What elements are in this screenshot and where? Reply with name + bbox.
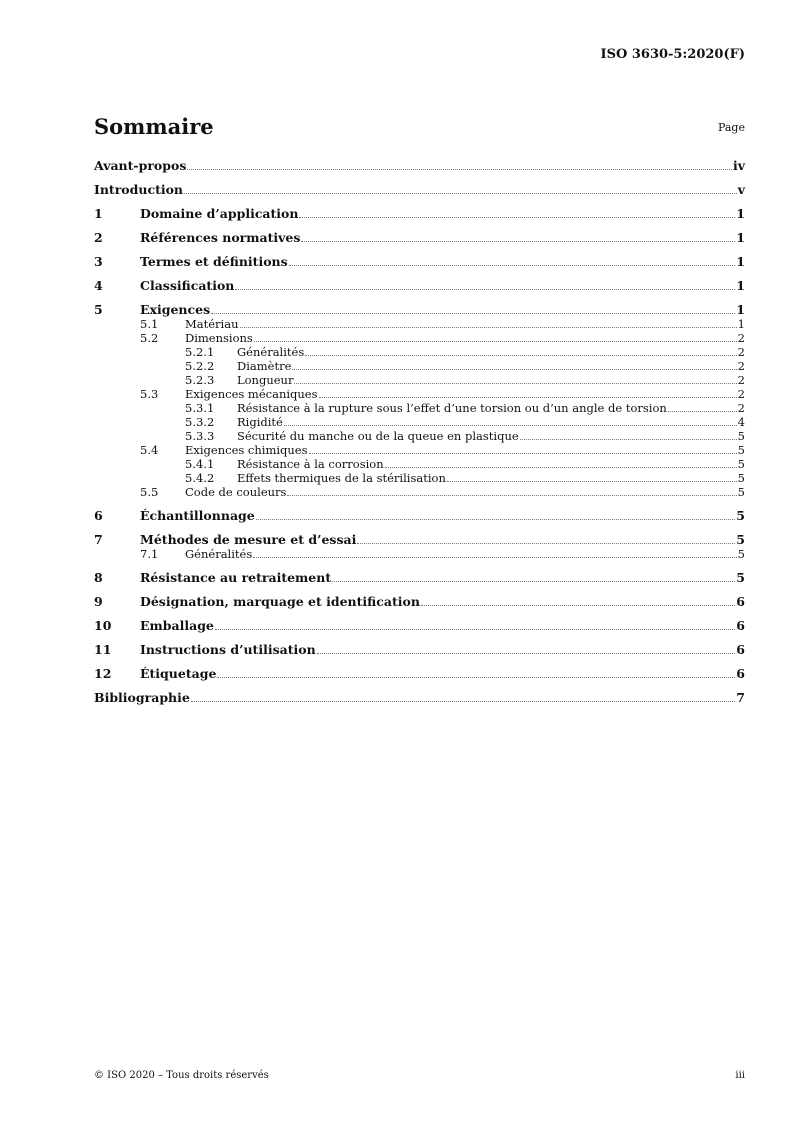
toc-leader-dots bbox=[332, 571, 735, 582]
toc-entry-title: Généralités bbox=[237, 345, 305, 359]
toc-entry[interactable] bbox=[94, 571, 745, 585]
toc-entry[interactable] bbox=[94, 691, 745, 705]
toc-entry-page: 6 bbox=[736, 666, 745, 681]
toc-entry-page: 2 bbox=[737, 401, 745, 415]
toc-leader-dots bbox=[240, 317, 737, 328]
toc-entry-number: 11 bbox=[94, 642, 112, 657]
toc-entry-number: 2 bbox=[94, 230, 103, 245]
toc-entry[interactable] bbox=[94, 533, 745, 547]
toc-leader-dots bbox=[191, 691, 735, 702]
toc-leader-dots bbox=[447, 471, 737, 482]
toc-entry[interactable] bbox=[94, 345, 745, 359]
toc-entry-number: 9 bbox=[94, 594, 103, 609]
toc-entry-title: Introduction bbox=[94, 182, 184, 197]
toc-leader-dots bbox=[520, 429, 737, 440]
toc-leader-dots bbox=[217, 667, 735, 678]
toc-entry-page: 2 bbox=[737, 345, 745, 359]
toc-entry-number: 5.2.2 bbox=[185, 359, 215, 373]
toc-entry-title: Résistance à la corrosion bbox=[237, 457, 384, 471]
toc-entry-number: 4 bbox=[94, 278, 103, 293]
toc-entry-title: Désignation, marquage et identification bbox=[140, 594, 420, 609]
toc-entry[interactable] bbox=[94, 619, 745, 633]
toc-entry-page: 1 bbox=[736, 206, 745, 221]
toc-entry-page: 6 bbox=[736, 594, 745, 609]
toc-entry[interactable] bbox=[94, 387, 745, 401]
toc-entry-number: 5.4 bbox=[140, 443, 159, 457]
toc-entry-title: Généralités bbox=[185, 547, 253, 561]
toc-leader-dots bbox=[287, 485, 736, 496]
toc-entry[interactable] bbox=[94, 359, 745, 373]
toc-entry-number: 12 bbox=[94, 666, 112, 681]
toc-entry-page: v bbox=[737, 182, 745, 197]
toc-entry[interactable] bbox=[94, 401, 745, 415]
toc-entry-title: Code de couleurs bbox=[185, 485, 287, 499]
toc-entry[interactable] bbox=[94, 429, 745, 443]
toc-leader-dots bbox=[668, 401, 737, 412]
toc-entry-page: 5 bbox=[737, 429, 745, 443]
toc-entry[interactable] bbox=[94, 667, 745, 681]
toc-entry[interactable] bbox=[94, 317, 745, 331]
toc-leader-dots bbox=[317, 643, 736, 654]
toc-entry[interactable] bbox=[94, 547, 745, 561]
toc-entry-page: 1 bbox=[737, 317, 745, 331]
toc-entry[interactable] bbox=[94, 279, 745, 293]
toc-entry-number: 5.3 bbox=[140, 387, 159, 401]
toc-entry-number: 5.3.2 bbox=[185, 415, 215, 429]
toc-entry-page: 1 bbox=[736, 254, 745, 269]
toc-entry-page: 5 bbox=[736, 570, 745, 585]
toc-entry-title: Étiquetage bbox=[140, 666, 217, 681]
toc-entry[interactable] bbox=[94, 509, 745, 523]
toc-entry-page: 1 bbox=[736, 230, 745, 245]
toc-leader-dots bbox=[256, 509, 736, 520]
toc-entry-number: 7.1 bbox=[140, 547, 159, 561]
toc-entry-title: Instructions d’utilisation bbox=[140, 642, 316, 657]
toc-leader-dots bbox=[305, 345, 736, 356]
toc-entry-page: 6 bbox=[736, 642, 745, 657]
table-of-contents bbox=[94, 149, 745, 705]
toc-leader-dots bbox=[299, 207, 735, 218]
toc-entry-number: 5.2 bbox=[140, 331, 159, 345]
toc-entry-number: 5.3.1 bbox=[185, 401, 215, 415]
toc-leader-dots bbox=[284, 415, 737, 426]
toc-entry-title: Longueur bbox=[237, 373, 294, 387]
toc-entry-number: 10 bbox=[94, 618, 112, 633]
toc-entry-number: 5 bbox=[94, 302, 103, 317]
toc-entry[interactable] bbox=[94, 183, 745, 197]
toc-entry-page: 2 bbox=[737, 359, 745, 373]
toc-entry-page: 2 bbox=[737, 373, 745, 387]
toc-entry-title: Exigences mécaniques bbox=[185, 387, 318, 401]
toc-leader-dots bbox=[309, 443, 737, 454]
toc-entry-title: Méthodes de mesure et d’essai bbox=[140, 532, 357, 547]
toc-entry-page: 5 bbox=[737, 547, 745, 561]
toc-leader-dots bbox=[385, 457, 737, 468]
footer-page-number: iii bbox=[735, 1070, 745, 1081]
toc-entry-title: Résistance au retraitement bbox=[140, 570, 332, 585]
toc-leader-dots bbox=[319, 387, 737, 398]
toc-entry-number: 5.5 bbox=[140, 485, 159, 499]
toc-entry-page: 5 bbox=[736, 508, 745, 523]
toc-entry-page: 5 bbox=[737, 471, 745, 485]
toc-entry-title: Classification bbox=[140, 278, 235, 293]
toc-entry-title: Sécurité du manche ou de la queue en plastique bbox=[237, 429, 519, 443]
toc-leader-dots bbox=[254, 331, 737, 342]
toc-leader-dots bbox=[187, 159, 732, 170]
toc-leader-dots bbox=[301, 231, 735, 242]
toc-entry-number: 1 bbox=[94, 206, 103, 221]
toc-leader-dots bbox=[421, 595, 735, 606]
toc-entry-page: 1 bbox=[736, 302, 745, 317]
toc-entry[interactable] bbox=[94, 231, 745, 245]
toc-entry-title: Exigences bbox=[140, 302, 211, 317]
toc-entry-title: Effets thermiques de la stérilisation bbox=[237, 471, 446, 485]
toc-entry-page: 2 bbox=[737, 331, 745, 345]
toc-leader-dots bbox=[294, 373, 736, 384]
toc-entry-title: Dimensions bbox=[185, 331, 253, 345]
toc-entry-number: 8 bbox=[94, 570, 103, 585]
toc-entry-page: 5 bbox=[736, 532, 745, 547]
toc-leader-dots bbox=[357, 533, 735, 544]
toc-entry-title: Bibliographie bbox=[94, 690, 190, 705]
toc-entry-number: 7 bbox=[94, 532, 103, 547]
toc-entry[interactable] bbox=[94, 485, 745, 499]
toc-entry[interactable] bbox=[94, 373, 745, 387]
toc-entry-title: Avant-propos bbox=[94, 158, 187, 173]
toc-entry[interactable] bbox=[94, 331, 745, 345]
toc-entry-title: Références normatives bbox=[140, 230, 301, 245]
footer-copyright: © ISO 2020 – Tous droits réservés bbox=[94, 1070, 269, 1081]
toc-entry[interactable] bbox=[94, 303, 745, 317]
toc-leader-dots bbox=[253, 547, 736, 558]
toc-entry[interactable] bbox=[94, 415, 745, 429]
page-column-label: Page bbox=[717, 121, 745, 134]
toc-entry-title: Matériau bbox=[185, 317, 239, 331]
toc-entry-title: Diamètre bbox=[237, 359, 292, 373]
toc-entry-number: 6 bbox=[94, 508, 103, 523]
toc-entry-number: 5.3.3 bbox=[185, 429, 215, 443]
toc-entry-page: 7 bbox=[736, 690, 745, 705]
toc-leader-dots bbox=[235, 279, 735, 290]
toc-entry-number: 5.4.2 bbox=[185, 471, 215, 485]
toc-entry-number: 3 bbox=[94, 254, 103, 269]
toc-entry[interactable] bbox=[94, 443, 745, 457]
toc-entry-page: 5 bbox=[737, 457, 745, 471]
toc-entry[interactable] bbox=[94, 595, 745, 609]
toc-leader-dots bbox=[215, 619, 735, 630]
toc-entry-number: 5.1 bbox=[140, 317, 159, 331]
toc-leader-dots bbox=[289, 255, 736, 266]
toc-entry-title: Emballage bbox=[140, 618, 214, 633]
toc-entry-number: 5.2.1 bbox=[185, 345, 215, 359]
toc-entry[interactable] bbox=[94, 471, 745, 485]
toc-leader-dots bbox=[184, 183, 737, 194]
toc-entry[interactable] bbox=[94, 207, 745, 221]
toc-entry-number: 5.2.3 bbox=[185, 373, 215, 387]
toc-entry-title: Exigences chimiques bbox=[185, 443, 308, 457]
toc-entry-title: Résistance à la rupture sous l’effet d’une torsion ou d’un angle de torsion bbox=[237, 401, 667, 415]
toc-entry-page: 4 bbox=[737, 415, 745, 429]
toc-entry[interactable] bbox=[94, 643, 745, 657]
toc-entry[interactable] bbox=[94, 457, 745, 471]
toc-entry-page: iv bbox=[732, 158, 745, 173]
toc-entry-page: 1 bbox=[736, 278, 745, 293]
page-title: Sommaire bbox=[94, 114, 214, 139]
toc-entry[interactable] bbox=[94, 255, 745, 269]
toc-entry[interactable] bbox=[94, 159, 745, 173]
toc-entry-page: 2 bbox=[737, 387, 745, 401]
document-id: ISO 3630-5:2020(F) bbox=[600, 47, 745, 62]
toc-entry-title: Domaine d’application bbox=[140, 206, 299, 221]
toc-entry-page: 5 bbox=[737, 485, 745, 499]
toc-entry-number: 5.4.1 bbox=[185, 457, 215, 471]
toc-entry-page: 5 bbox=[737, 443, 745, 457]
toc-entry-title: Échantillonnage bbox=[140, 508, 255, 523]
toc-entry-title: Rigidité bbox=[237, 415, 283, 429]
toc-entry-page: 6 bbox=[736, 618, 745, 633]
toc-leader-dots bbox=[292, 359, 736, 370]
toc-entry-title: Termes et définitions bbox=[140, 254, 288, 269]
toc-leader-dots bbox=[211, 303, 735, 314]
